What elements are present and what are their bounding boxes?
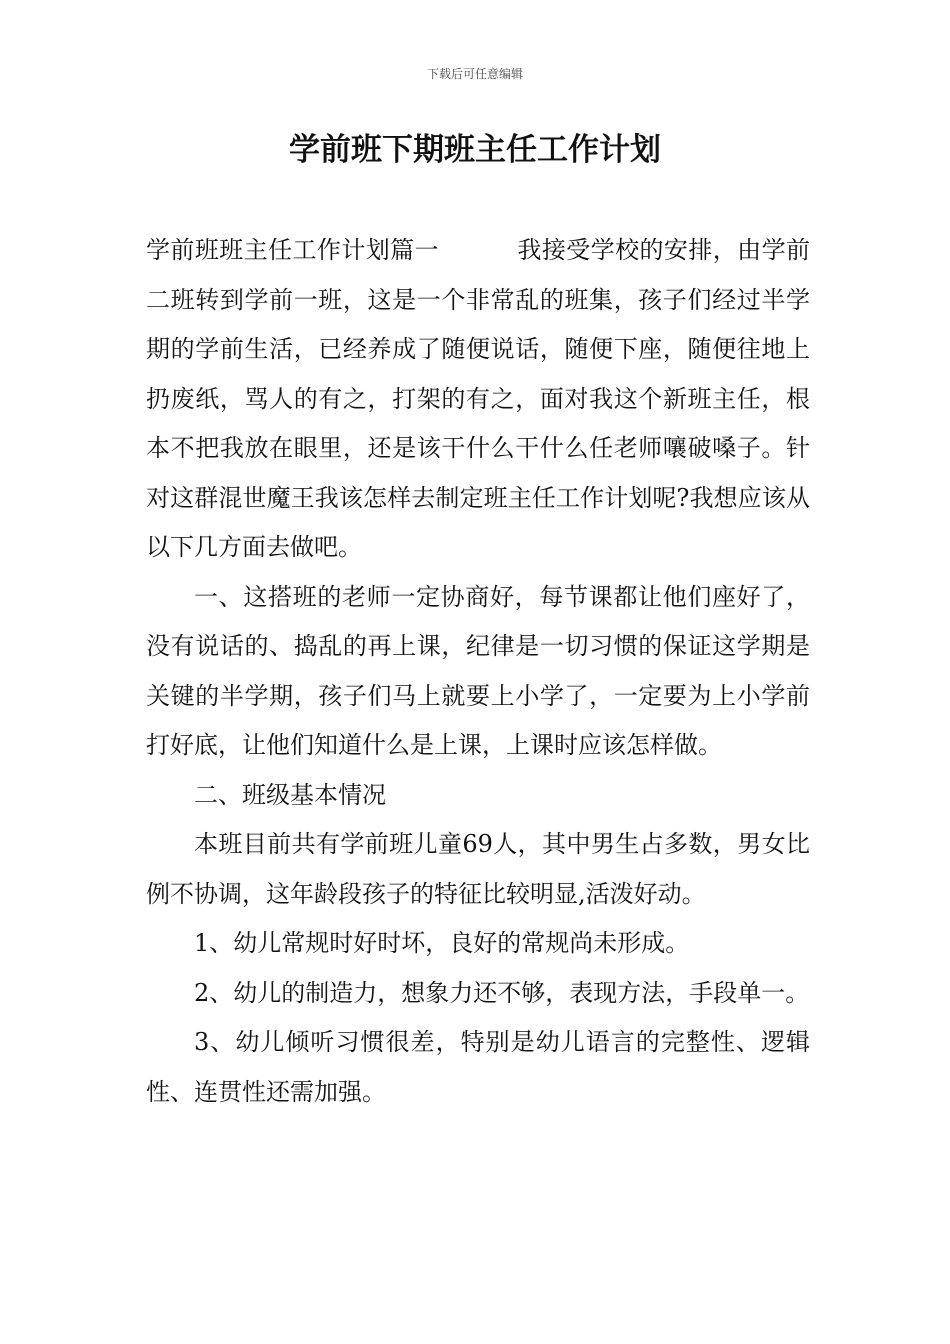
section-lead: 学前班班主任工作计划篇一 (146, 236, 439, 264)
paragraph-class-size: 本班目前共有学前班儿童69人，其中男生占多数，男女比例不协调，这年龄段孩子的特征比较明显,活泼好动。 (146, 830, 810, 908)
list-item-listening: 3、幼儿倾听习惯很差，特别是幼儿语言的完整性、逻辑性、连贯性还需加强。 (146, 1028, 810, 1106)
document-title: 学前班下期班主任工作计划 (289, 132, 661, 168)
list-item-creativity: 2、幼儿的制造力，想象力还不够，表现方法，手段单一。 (194, 978, 810, 1007)
header-note: 下载后可任意编辑 (426, 67, 523, 81)
list-item-routine: 1、幼儿常规时好时坏，良好的常规尚未形成。 (194, 929, 690, 957)
section-heading-class-situation: 二、班级基本情况 (194, 780, 386, 809)
paragraph-intro-text: 我接受学校的安排，由学前二班转到学前一班，这是一个非常乱的班集，孩子们经过半学期的学前生活，已经养成了随便说话，随便下座，随便往地上扔废纸，骂人的有之，打架的有之，面对我这个新班主任，根本不把我放在眼里，还是该干什么干什么任老师嚷破嗓子。针对这群混世魔王我该怎样去制定班主任工作计划呢?我想应该从以下几方面去做吧。 (146, 236, 810, 561)
paragraph-intro (146, 226, 810, 573)
document-body (146, 226, 810, 1117)
paragraph-discipline: 一、这搭班的老师一定协商好，每节课都让他们座好了，没有说话的、捣乱的再上课，纪律是一切习惯的保证这学期是关键的半学期，孩子们马上就要上小学了，一定要为上小学前打好底，让他们知道什么是上课，上课时应该怎样做。 (146, 582, 810, 759)
